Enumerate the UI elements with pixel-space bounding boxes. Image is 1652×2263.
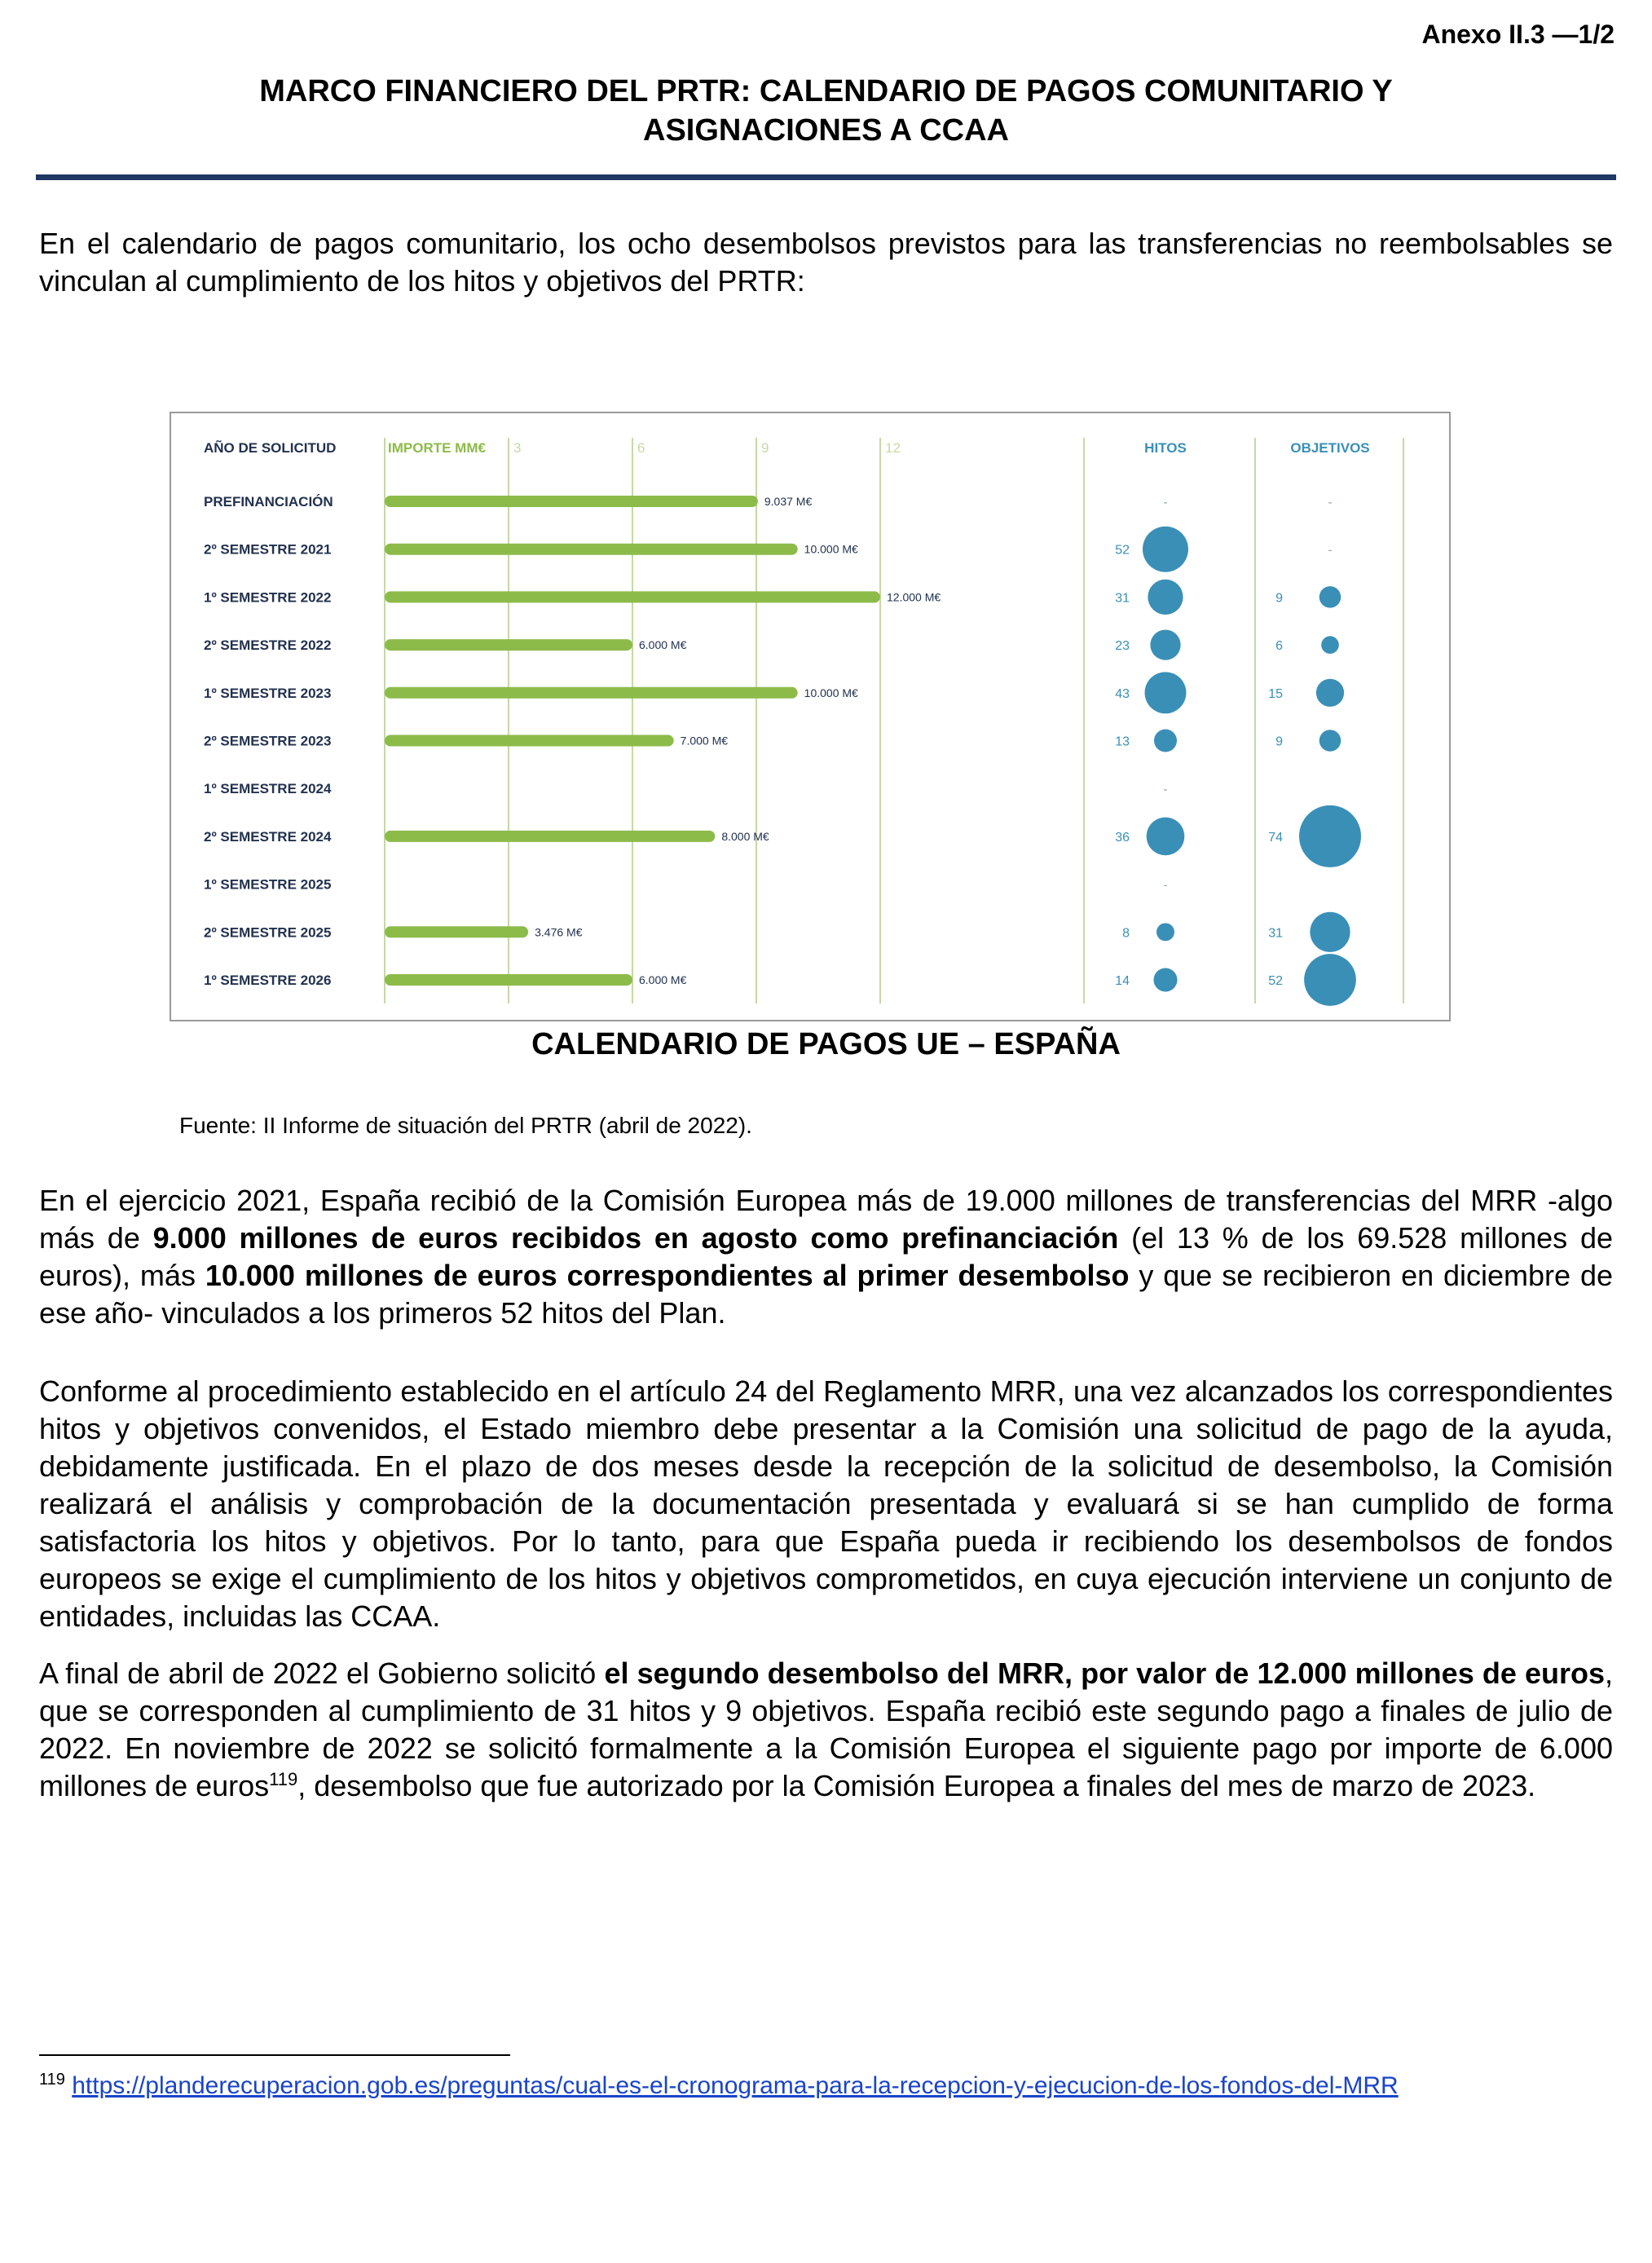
objetivos-bubble: [1299, 805, 1361, 867]
footnote-divider: [39, 2054, 510, 2056]
p3-text-2: , que se corresponden al cumplimiento de 31 hitos y 9 objetivos. España recibió este segundo pago a finales de julio de 2022. En noviembre de 2022 se solicitó formalmente a la Comisión Europea el siguiente pago por importe de 6.000 millones de euros: [39, 1656, 1614, 1802]
footnote-number: 119: [39, 2071, 65, 2089]
p1-text-3: y que se recibieron en diciembre de ese año- vinculados a los primeros 52 hitos del Plan.: [39, 1259, 1613, 1330]
bar: [385, 687, 798, 699]
hitos-value-label: 23: [1115, 639, 1130, 654]
p1-bold-2: 10.000 millones de euros correspondientes al primer desembolso: [205, 1259, 1130, 1292]
objetivos-value-label: 52: [1268, 974, 1283, 988]
bar-value-label: 10.000 M€: [804, 686, 858, 699]
x-tick-label: 9: [761, 440, 769, 456]
objetivos-bubble: [1319, 730, 1341, 752]
hitos-bubble: [1147, 818, 1185, 856]
x-tick-label: 12: [885, 440, 901, 456]
intro-paragraph: En el calendario de pagos comunitario, los ocho desembolsos previstos para las transferencias no reembolsables se vinculan al cumplimiento de los hitos y objetivos del PRTR:: [39, 227, 1613, 298]
category-label: 1º SEMESTRE 2022: [204, 589, 332, 606]
objetivos-value-label: 31: [1268, 926, 1283, 941]
hitos-value-label: 14: [1115, 974, 1130, 988]
objetivos-bubble: [1304, 954, 1356, 1006]
title-divider: [36, 174, 1616, 180]
category-label: 1º SEMESTRE 2024: [204, 781, 332, 797]
bar: [385, 926, 528, 937]
category-label: 1º SEMESTRE 2025: [204, 876, 332, 893]
footnote-link[interactable]: https://planderecuperacion.gob.es/preguntas/cual-es-el-cronograma-para-la-recepcion-y-ejecucion-de-los-fondos-del-MRR: [72, 2072, 1399, 2099]
hitos-value-label: 43: [1115, 686, 1130, 701]
paragraph-second-disbursement: [39, 1655, 1613, 1805]
objetivos-value-label: 74: [1268, 830, 1283, 845]
bar: [385, 496, 758, 507]
objetivos-bubble: [1310, 912, 1350, 952]
hitos-value-label: 13: [1115, 734, 1130, 749]
category-label: 1º SEMESTRE 2026: [204, 973, 332, 988]
hitos-value-label: -: [1163, 496, 1168, 510]
objetivos-value-label: 9: [1275, 591, 1283, 606]
hitos-bubble: [1148, 580, 1183, 615]
header-objetivos: OBJETIVOS: [1290, 440, 1370, 456]
hitos-bubble: [1145, 672, 1187, 713]
hitos-value-label: 31: [1115, 591, 1130, 606]
p1-bold-1: 9.000 millones de euros recibidos en agosto como prefinanciación: [152, 1221, 1119, 1255]
p3-text-3: , desembolso que fue autorizado por la Comisión Europea a finales del mes de marzo de 2023.: [297, 1769, 1536, 1802]
bar-value-label: 10.000 M€: [804, 542, 858, 556]
bar: [385, 735, 674, 747]
p3-bold-1: el segundo desembolso del MRR, por valor de 12.000 millones de euros: [604, 1656, 1605, 1690]
bar: [385, 974, 632, 986]
bar-value-label: 7.000 M€: [680, 734, 729, 748]
bar: [385, 544, 798, 555]
bar-value-label: 3.476 M€: [535, 925, 583, 939]
hitos-bubble: [1154, 730, 1177, 752]
objetivos-value-label: -: [1328, 543, 1333, 558]
p1-text-1: En el ejercicio 2021, España recibió de la Comisión Europea más de 19.000 millones de transferencias del MRR -algo más de: [39, 1184, 1613, 1255]
objetivos-bubble: [1321, 636, 1339, 654]
bar-value-label: 6.000 M€: [639, 638, 687, 652]
x-tick-label: 6: [637, 440, 645, 456]
hitos-value-label: -: [1163, 783, 1168, 797]
category-label: 1º SEMESTRE 2023: [204, 685, 332, 701]
hitos-value-label: 8: [1122, 926, 1130, 941]
chart-source: Fuente: II Informe de situación del PRTR (abril de 2022).: [179, 1113, 752, 1138]
header-year: AÑO DE SOLICITUD: [204, 440, 337, 456]
header-amount: IMPORTE MM€: [388, 440, 486, 456]
objetivos-value-label: 15: [1268, 686, 1283, 701]
header-hitos: HITOS: [1144, 440, 1187, 456]
objetivos-bubble: [1316, 679, 1344, 707]
chart-canvas: [171, 413, 1449, 1020]
objetivos-value-label: 6: [1275, 639, 1283, 654]
payment-calendar-chart: [170, 412, 1451, 1021]
category-label: 2º SEMESTRE 2023: [204, 733, 332, 749]
page-title-line1: MARCO FINANCIERO DEL PRTR: CALENDARIO DE PAGOS COMUNITARIO Y: [259, 74, 1393, 108]
category-label: PREFINANCIACIÓN: [204, 494, 333, 510]
page-title-line2: ASIGNACIONES A CCAA: [643, 113, 1009, 148]
category-label: 2º SEMESTRE 2024: [204, 828, 332, 845]
category-label: 2º SEMESTRE 2025: [204, 924, 332, 941]
objetivos-bubble: [1319, 586, 1341, 608]
bar: [385, 591, 880, 602]
bar-value-label: 8.000 M€: [721, 829, 769, 843]
hitos-value-label: -: [1163, 878, 1168, 893]
hitos-value-label: 52: [1115, 543, 1130, 558]
annex-label: Anexo II.3 —1/2: [1421, 20, 1615, 49]
hitos-bubble: [1150, 629, 1180, 659]
bar: [385, 831, 715, 842]
hitos-bubble: [1153, 968, 1177, 991]
objetivos-value-label: -: [1328, 496, 1333, 510]
footnote-ref[interactable]: 119: [269, 1769, 298, 1789]
bar: [385, 639, 632, 651]
x-tick-label: 3: [513, 440, 522, 456]
bar-value-label: 6.000 M€: [639, 973, 687, 986]
hitos-bubble: [1156, 923, 1174, 941]
paragraph-procedure: Conforme al procedimiento establecido en el artículo 24 del Reglamento MRR, una vez alcanzados los correspondientes hitos y objetivos convenidos, el Estado miembro debe presentar a la Comisión una solicitud de pago de la ayuda, debidamente justificada. En el plazo de dos meses desde la recepción de la solicitud de desembolso, la Comisión realizará el análisis y comprobación de la documentación presentada y evaluará si se han cumplido de forma satisfactoria los hitos y objetivos. Por lo tanto, para que España pueda ir recibiendo los desembolsos de fondos europeos se exige el cumplimiento de los hitos y objetivos comprometidos, en cuya ejecución interviene un conjunto de entidades, incluidas las CCAA.: [39, 1374, 1613, 1633]
bar-value-label: 9.037 M€: [764, 495, 813, 508]
objetivos-value-label: 9: [1275, 734, 1283, 749]
page-title: [65, 72, 1587, 150]
footnote: [39, 2071, 1399, 2100]
category-label: 2º SEMESTRE 2022: [204, 637, 332, 654]
hitos-value-label: 36: [1115, 830, 1130, 845]
p3-text-1: A final de abril de 2022 el Gobierno solicitó: [39, 1656, 605, 1690]
category-label: 2º SEMESTRE 2021: [204, 541, 332, 558]
hitos-bubble: [1143, 527, 1188, 572]
p1-text-2: (el 13 % de los 69.528 millones de euros), más: [39, 1221, 1614, 1292]
chart-caption: CALENDARIO DE PAGOS UE – ESPAÑA: [531, 1027, 1121, 1061]
paragraph-2021: [39, 1182, 1613, 1332]
bar-value-label: 12.000 M€: [887, 590, 941, 604]
